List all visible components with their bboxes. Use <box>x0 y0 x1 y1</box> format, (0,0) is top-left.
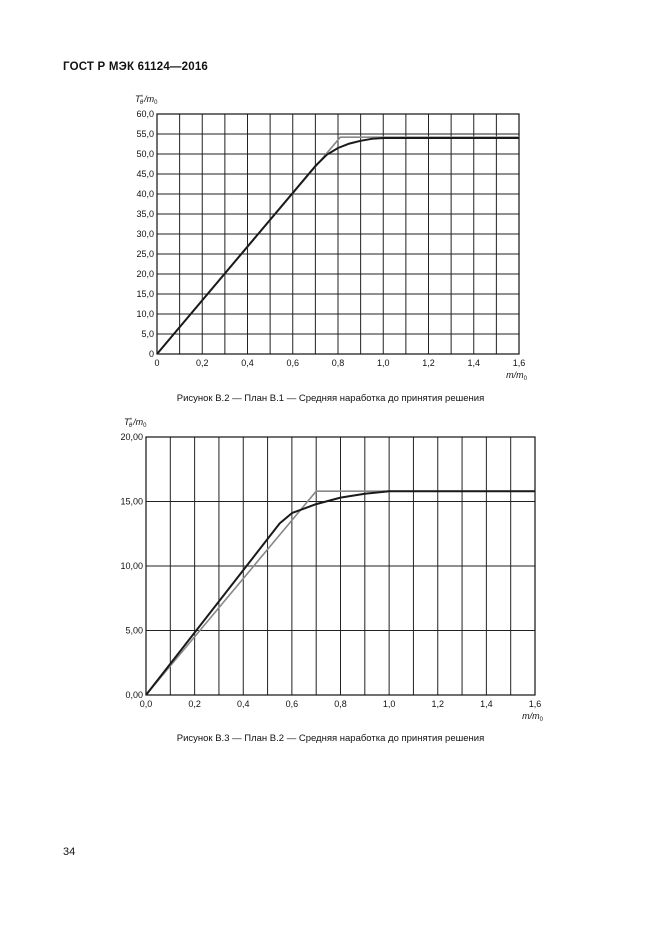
x-tick-label: 1,6 <box>512 358 526 368</box>
y-tick-label: 35,0 <box>136 209 154 219</box>
y-tick-label: 5,0 <box>141 329 154 339</box>
x-tick-label: 0,8 <box>334 699 347 709</box>
y-tick-label: 10,00 <box>120 561 143 571</box>
figure-caption-b3: Рисунок В.3 — План В.2 — Средняя наработка до принятия решения <box>176 733 485 744</box>
x-tick-label: 0,2 <box>195 358 209 368</box>
y-tick-label: 15,0 <box>136 289 154 299</box>
x-axis-label: $m/m_0$ <box>506 370 527 382</box>
x-tick-label: 1,0 <box>382 699 396 709</box>
y-tick-label: 10,0 <box>136 309 154 319</box>
x-tick-label: 0,6 <box>286 358 300 368</box>
y-tick-label: 40,0 <box>136 189 154 199</box>
x-tick-label: 0,2 <box>188 699 201 709</box>
y-tick-label: 25,0 <box>136 249 154 259</box>
y-tick-label: 45,0 <box>136 169 154 179</box>
x-tick-label: 1,4 <box>467 358 481 368</box>
y-tick-label: 50,0 <box>136 149 154 159</box>
chart-plan-b2 <box>0 400 661 740</box>
x-tick-label: 1,4 <box>480 699 493 709</box>
document-header: ГОСТ Р МЭК 61124—2016 <box>63 61 209 73</box>
x-tick-label: 0,4 <box>236 699 250 709</box>
x-tick-label: 0,4 <box>241 358 254 368</box>
x-tick-label: 1,2 <box>422 358 435 368</box>
x-tick-label: 0,6 <box>285 699 299 709</box>
y-tick-label: 55,0 <box>136 129 154 139</box>
x-tick-label: 1,2 <box>431 699 445 709</box>
x-tick-label: 1,0 <box>376 358 390 368</box>
y-tick-label: 30,0 <box>136 229 154 239</box>
x-tick-label: 1,6 <box>528 699 542 709</box>
x-tick-label: 0 <box>154 358 160 368</box>
y-axis-label: T* $\theta/m_0$ <box>124 417 147 429</box>
y-axis-label: T* $\theta/m_0$ <box>135 94 158 106</box>
chart-plan-b1 <box>0 0 661 400</box>
y-tick-label: 20,0 <box>136 269 154 279</box>
y-tick-label: 20,00 <box>120 432 143 442</box>
y-tick-label: 60,0 <box>136 109 154 119</box>
x-axis-label: $m/m_0$ <box>522 711 543 723</box>
figure-caption-b2: Рисунок В.2 — План В.1 — Средняя наработка до принятия решения <box>176 393 485 404</box>
page-number: 34 <box>63 846 76 858</box>
y-tick-label: 5,00 <box>125 625 143 636</box>
x-tick-label: 0,0 <box>139 699 153 709</box>
y-tick-label: 0,00 <box>125 690 143 700</box>
x-tick-label: 0,8 <box>331 358 345 368</box>
y-tick-label: 15,00 <box>120 496 143 507</box>
y-tick-label: 0 <box>148 349 154 359</box>
